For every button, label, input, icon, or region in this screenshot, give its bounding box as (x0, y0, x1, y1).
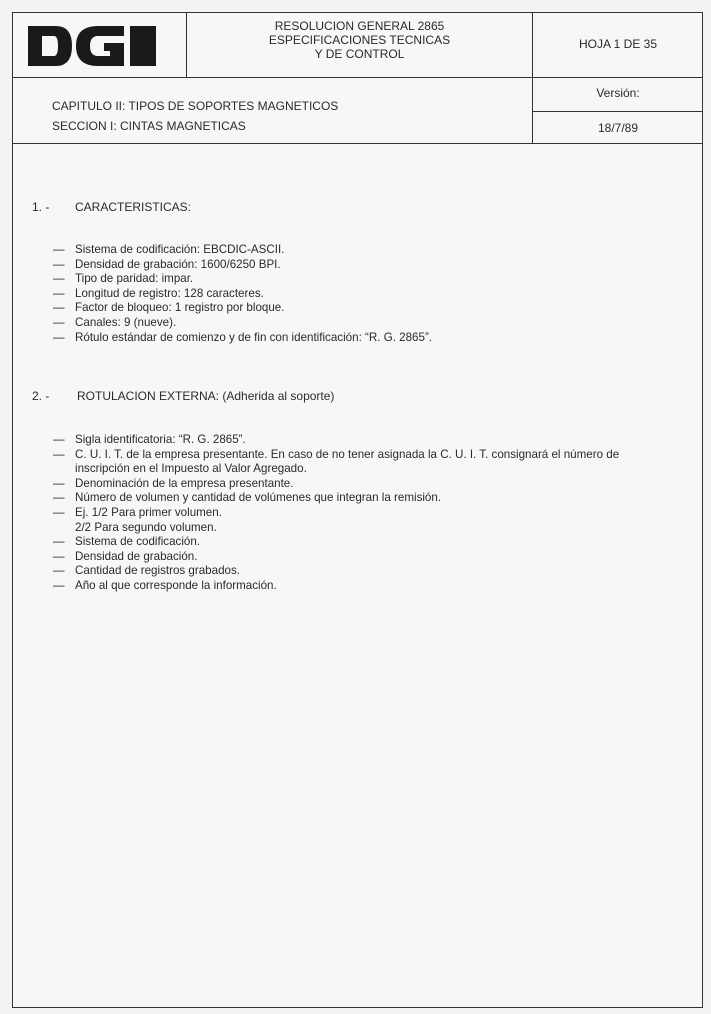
list-item: — Cantidad de registros grabados. (53, 564, 240, 578)
version-label: Versión: (596, 86, 640, 100)
section-number: 1. - (32, 200, 50, 214)
list-item: — Año al que corresponde la información. (53, 578, 277, 592)
list-item: — Sistema de codificación: EBCDIC-ASCII. (53, 243, 285, 256)
list-item: — Número de volumen y cantidad de volúmenes que integran la remisión. (53, 491, 442, 505)
header-divider (12, 77, 703, 78)
list-item: — Ej. 1/2 Para primer volumen. (53, 505, 222, 519)
characteristics-list (53, 243, 432, 345)
list-item: — Densidad de grabación: 1600/6250 BPI. (53, 257, 281, 271)
list-item: — Factor de bloqueo: 1 registro por bloque. (53, 301, 285, 315)
list-item: — Rótulo estándar de comienzo y de fin con identificación: “R. G. 2865”. (53, 330, 433, 344)
external-labeling-list (53, 433, 619, 594)
list-item: — Denominación de la empresa presentante. (53, 476, 294, 490)
list-item-continuation: 2/2 Para segundo volumen. (75, 520, 217, 534)
list-item-continuation: inscripción en el Impuesto al Valor Agregado. (75, 462, 307, 476)
page-number: HOJA 1 DE 35 (578, 37, 658, 51)
title-line: ESPECIFICACIONES TECNICAS (268, 33, 451, 47)
section-title: CARACTERISTICAS: (75, 200, 192, 214)
list-item: — Densidad de grabación. (53, 549, 198, 563)
dgi-logo (28, 26, 170, 66)
document-title (187, 19, 532, 61)
list-item: — Canales: 9 (nueve). (53, 315, 177, 329)
version-date: 18/7/89 (597, 121, 639, 135)
header-bottom-rule (12, 143, 703, 144)
section-number: 2. - (32, 389, 50, 403)
list-item: — Sigla identificatoria: “R. G. 2865”. (53, 433, 246, 446)
chapter-heading: CAPITULO II: TIPOS DE SOPORTES MAGNETICOS (52, 99, 339, 113)
title-line: Y DE CONTROL (314, 47, 405, 61)
title-line: RESOLUCION GENERAL 2865 (274, 19, 445, 33)
section-title: ROTULACION EXTERNA: (Adherida al soporte) (77, 389, 335, 403)
list-item: — C. U. I. T. de la empresa presentante. En caso de no tener asignada la C. U. I. T. consignará el número de (53, 447, 620, 461)
list-item: — Tipo de paridad: impar. (53, 272, 194, 286)
section-heading: SECCION I: CINTAS MAGNETICAS (52, 119, 246, 133)
list-item: — Sistema de codificación. (53, 535, 201, 549)
version-divider (533, 111, 703, 112)
list-item: — Longitud de registro: 128 caracteres. (53, 286, 264, 300)
